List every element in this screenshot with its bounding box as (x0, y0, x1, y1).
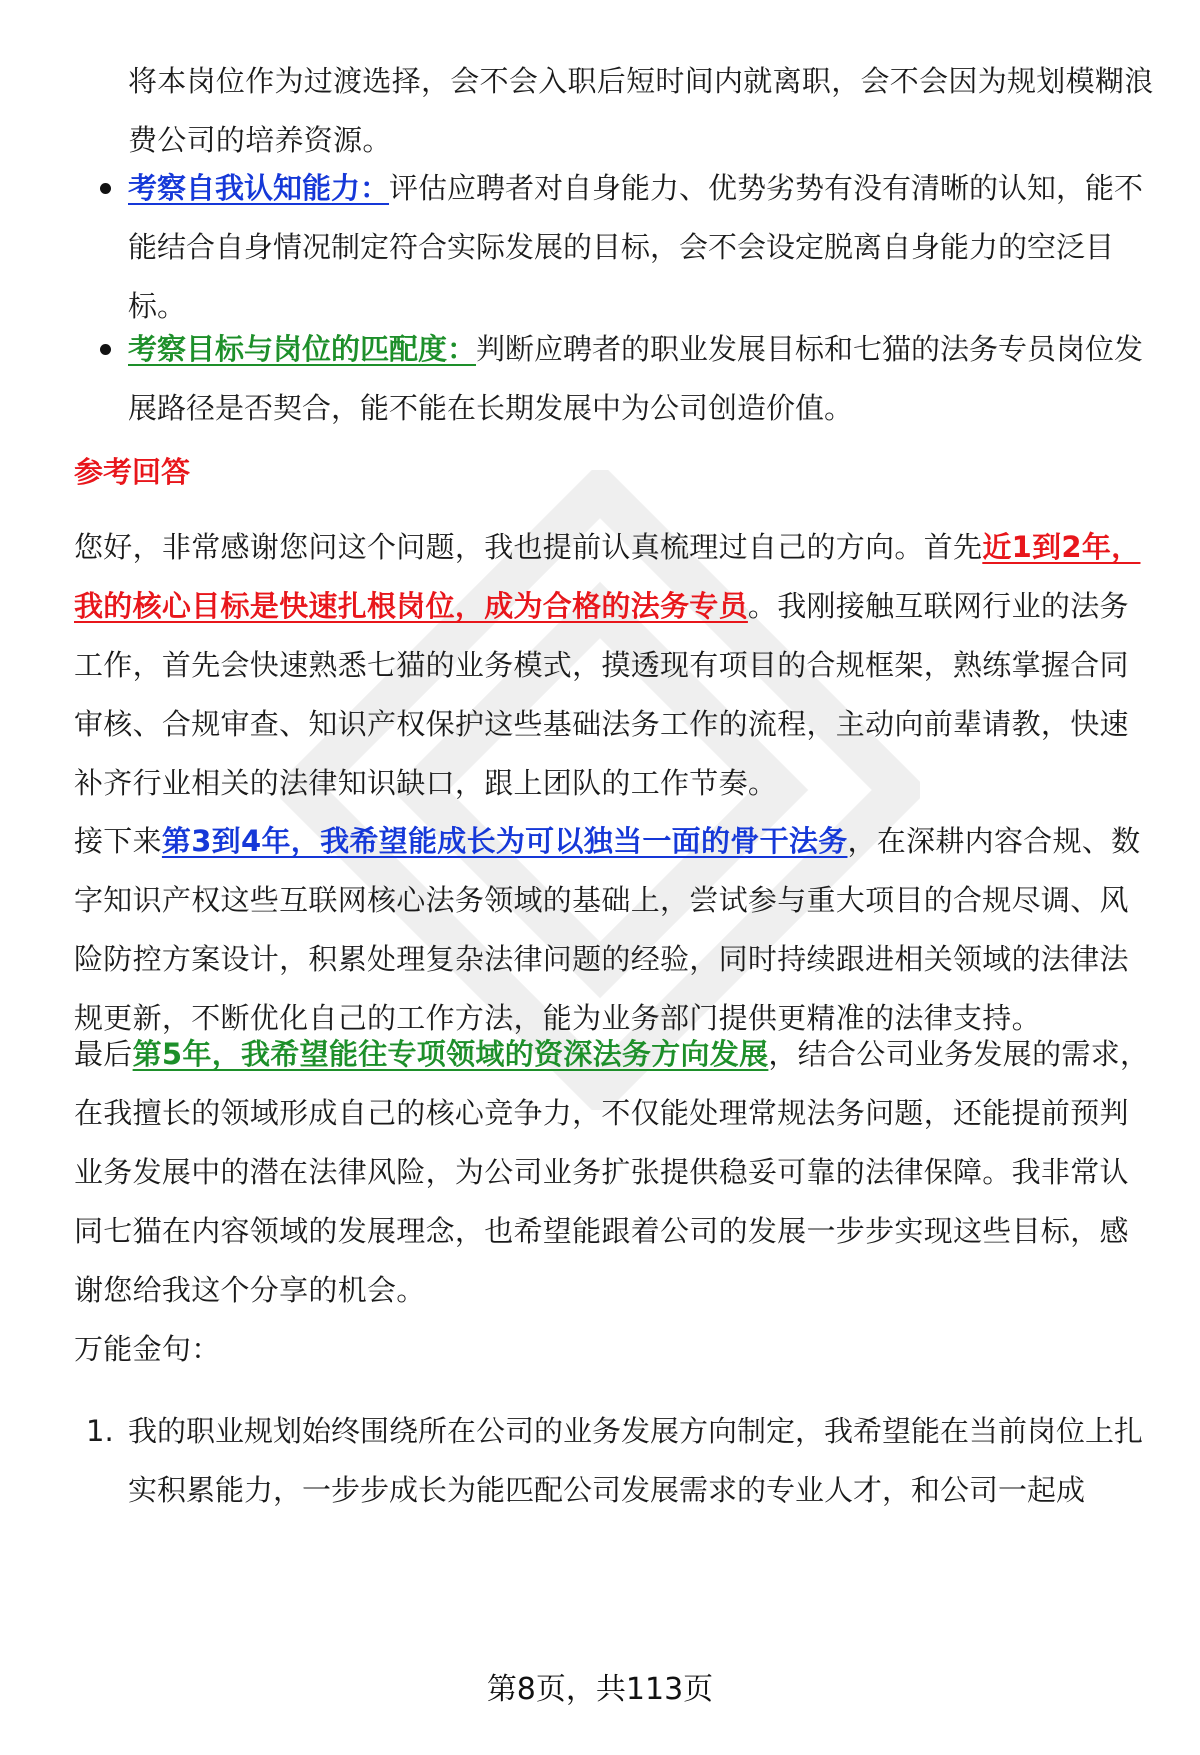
para1-post: 。我刚接触互联网行业的法务工作，首先会快速熟悉七猫的业务模式，摸透现有项目的合规框架，熟练掌握合同审核、合规审查、知识产权保护这些基础法务工作的流程，主动向前辈请教，快速补齐行业相关的法律知识缺口，跟上团队的工作节奏。 (74, 589, 1129, 800)
continuation-text: 将本岗位作为过渡选择，会不会入职后短时间内就离职，会不会因为规划模糊浪费公司的培养资源。 (128, 64, 1154, 157)
bullet-item-goal-match (128, 320, 1154, 438)
universal-title-text: 万能金句： (74, 1332, 221, 1366)
answer-paragraph-3 (74, 1025, 1154, 1320)
numbered-item-text: 我的职业规划始终围绕所在公司的业务发展方向制定，我希望能在当前岗位上扎实积累能力，一步步成长为能匹配公司发展需求的专业人才，和公司一起成 (128, 1414, 1144, 1507)
bullet-text: 评估应聘者对自身能力、优势劣势有没有清晰的认知，能不能结合自身情况制定符合实际发展的目标，会不会设定脱离自身能力的空泛目标。 (128, 171, 1144, 323)
answer-paragraph-1 (74, 518, 1154, 813)
para3-post: ，结合公司业务发展的需求，在我擅长的领域形成自己的核心竞争力，不仅能处理常规法务问题，还能提前预判业务发展中的潜在法律风险，为公司业务扩张提供稳妥可靠的法律保障。我非常认同七猫在内容领域的发展理念，也希望能跟着公司的发展一步步实现这些目标，感谢您给我这个分享的机会。 (74, 1037, 1150, 1307)
bullet-dot-icon (100, 183, 111, 194)
continuation-paragraph (128, 52, 1154, 170)
bullet-dot-icon (100, 344, 111, 355)
numbered-item (86, 1402, 1154, 1520)
para2-post: ，在深耕内容合规、数字知识产权这些互联网核心法务领域的基础上，尝试参与重大项目的合规尽调、风险防控方案设计，积累处理复杂法律问题的经验，同时持续跟进相关领域的法律法规更新，不断优化自己的工作方法，能为业务部门提供更精准的法律支持。 (74, 824, 1141, 1035)
bullet-text: 判断应聘者的职业发展目标和七猫的法务专员岗位发展路径是否契合，能不能在长期发展中为公司创造价值。 (128, 332, 1144, 425)
page-footer: 第8页，共113页 (486, 1672, 714, 1707)
answer-paragraph-2 (74, 812, 1154, 1048)
reference-answer-title: 参考回答 (74, 455, 191, 489)
para1-highlight: 近1到2年，我的核心目标是快速扎根岗位，成为合格的法务专员 (74, 530, 1141, 623)
bullet-label: 考察目标与岗位的匹配度： (128, 332, 477, 366)
bullet-label: 考察自我认知能力： (128, 171, 390, 205)
para2-highlight: 第3到4年，我希望能成长为可以独当一面的骨干法务 (161, 824, 848, 858)
bullet-item-self-awareness (128, 159, 1154, 336)
universal-phrases-title (74, 1320, 1154, 1379)
para3-pre: 最后 (74, 1037, 133, 1071)
para2-pre: 接下来 (74, 824, 162, 858)
numbered-item-number: 1. (86, 1414, 114, 1448)
para1-pre: 您好，非常感谢您问这个问题，我也提前认真梳理过自己的方向。首先 (74, 530, 983, 564)
para3-highlight: 第5年，我希望能往专项领域的资深法务方向发展 (132, 1037, 769, 1071)
